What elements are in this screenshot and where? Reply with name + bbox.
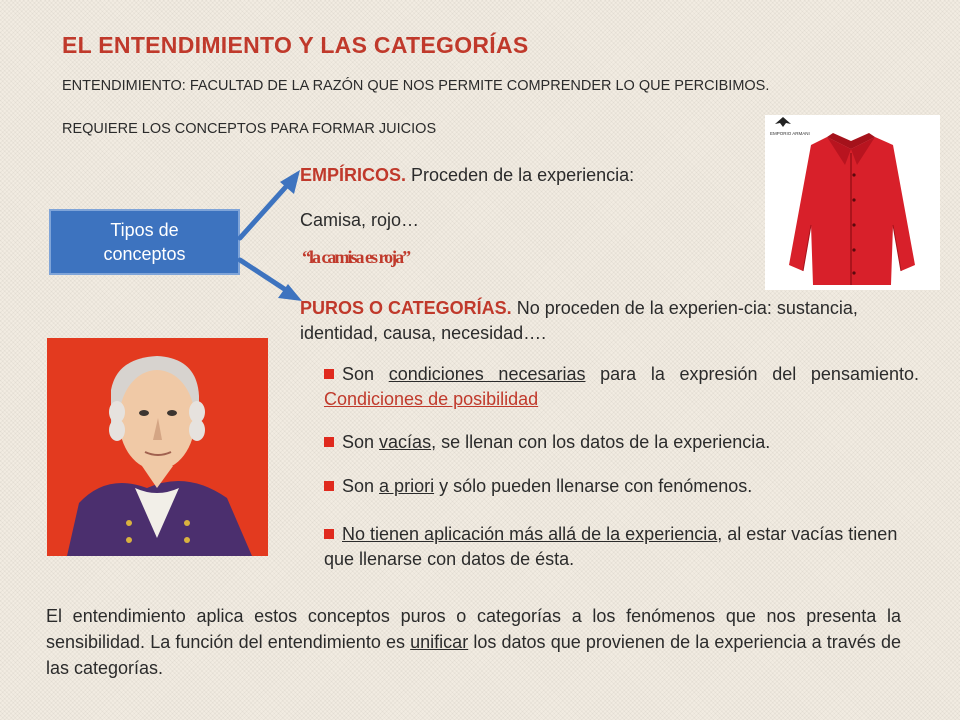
red-shirt-image (765, 115, 940, 290)
empiricos-example: Camisa, rojo… (300, 210, 420, 230)
bullet-2-post: , se llenan con los datos de la experiencia. (431, 432, 771, 452)
conclusion-paragraph (46, 603, 901, 681)
bullet-condiciones (324, 362, 919, 412)
bullet-square-icon (324, 481, 334, 491)
bullet-1-pre: Son (342, 364, 375, 384)
shirt-icon (765, 115, 940, 290)
slide-title: EL ENTENDIMIENTO Y LAS CATEGORÍAS (62, 32, 529, 58)
definition-text: ENTENDIMIENTO: FACULTAD DE LA RAZÓN QUE NOS PERMITE COMPRENDER LO QUE PERCIBIMOS. (62, 78, 770, 94)
kant-portrait (47, 338, 268, 556)
branch-arrows (238, 158, 308, 308)
conclusion-pre: El entendimiento aplica estos conceptos puros o categorías a los fenómenos que nos presenta la sensibilidad. La función del entendimiento es (46, 606, 901, 652)
unificar-underlined: unificar (410, 632, 469, 652)
vacias-underlined: vacías (379, 432, 432, 452)
bullet-vacias (324, 430, 770, 455)
bullet-4-post: , al estar vacías tienen que llenarse con datos de ésta. (324, 524, 898, 569)
tipos-line-1: Tipos de (110, 220, 179, 240)
brand-logo-text: EMPORIO ARMANI (770, 131, 810, 136)
empiricos-heading (300, 163, 634, 188)
bullet-square-icon (324, 437, 334, 447)
puros-text: No proceden de la experien-cia: sustancia, identidad, causa, necesidad…. (300, 298, 858, 343)
empiricos-label: EMPÍRICOS. (300, 165, 407, 185)
a-priori-underlined: a priori (379, 476, 435, 496)
portrait-icon (47, 338, 268, 556)
bullet-no-aplicacion (324, 522, 904, 572)
bullet-3-pre: Son (342, 476, 375, 496)
tipos-line-2: conceptos (103, 244, 186, 264)
conclusion-post: los datos que provienen de la experiencia a través de las categorías. (46, 632, 901, 678)
bullet-square-icon (324, 369, 334, 379)
requirement-text: REQUIERE LOS CONCEPTOS PARA FORMAR JUICIOS (62, 121, 437, 137)
empiricos-text: Proceden de la experiencia: (411, 165, 635, 185)
condiciones-de-posibilidad-link[interactable]: Condiciones de posibilidad (324, 389, 539, 409)
bullet-2-pre: Son (342, 432, 375, 452)
bullet-square-icon (324, 529, 334, 539)
example-quote: “la camisa es roja” (302, 247, 410, 267)
arrow-down-icon (240, 260, 292, 294)
no-aplicacion-underlined: No tienen aplicación más allá de la experiencia (342, 524, 718, 544)
arrow-up-icon (240, 180, 292, 238)
bullet-1-post: para la expresión del pensamiento. (600, 364, 919, 384)
bullet-a-priori (324, 474, 752, 499)
puros-heading (300, 296, 900, 346)
tipos-de-conceptos-box (49, 209, 240, 275)
puros-label: PUROS O CATEGORÍAS. (300, 298, 512, 318)
bullet-3-post: y sólo pueden llenarse con fenómenos. (439, 476, 753, 496)
condiciones-necesarias-underlined: condiciones necesarias (388, 364, 586, 384)
